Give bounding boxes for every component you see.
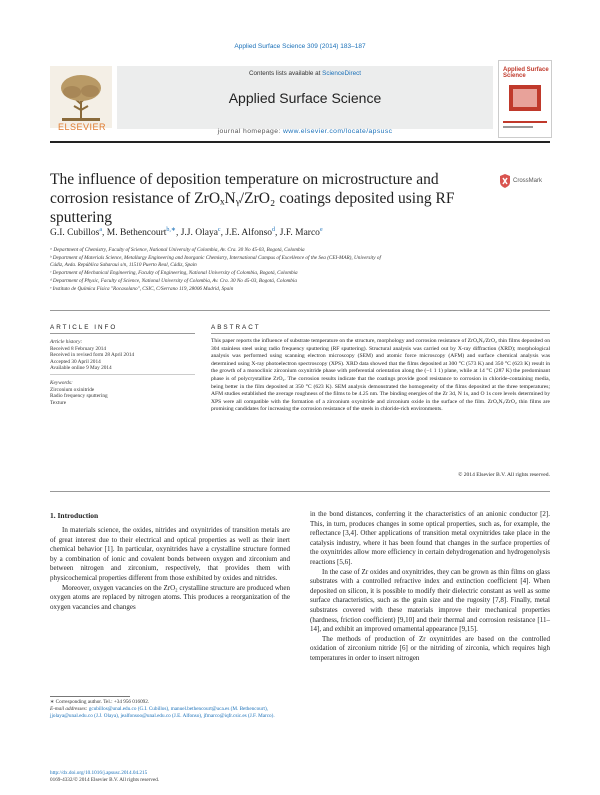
affiliation: ᵇ Department of Materials Science, Metallurgy Engineering and Inorganic Chemistry, International Campus of Excellence of the Sea (CEI-MAR), University of <box>50 255 381 261</box>
doi-block <box>50 770 350 784</box>
body-paragraph: In materials science, the oxides, nitrides and oxynitrides of transition metals are of great interest due to their electrical and optical properties as well as their inert chemical behavior [1]. In particular, oxynitrides have a crystalline structure formed by a combination of ionic and covalent bonds between oxygen and zirconium and between nitrogen and zirconium, respectively, that provides them with physicochemical properties different from those exhibited by oxides and nitrides. <box>50 526 290 582</box>
history-item: Available online 9 May 2014 <box>50 365 112 372</box>
author[interactable]: J.J. Olaya$^c$ <box>180 227 221 239</box>
abstract-text: This paper reports the influence of substrate temperature on the structure, morphology and corrosion resistance of ZrOₓNᵧ/ZrO₂ thin films deposited on 304 stainless steel using radio frequency sputtering (RF sputtering). Structural analysis was carried out by X-ray diffraction (XRD); morphological analysis was performed using scanning electron microscopy (SEM) and atomic force microscopy (AFM) and surface chemical analysis was determined using X-ray photoelectron spectroscopy (XPS). XRD data showed that the films deposited at 300 °C (573 K) and 350 °C (623 K) result in the growth of a monoclinic zirconium oxynitride phase with preferential orientation along the (−1 1 1) plane, while at 14 °C (287 K) the predominant phase is of polycrystalline ZrO₂. The corrosion results indicate that the coatings provide good resistance to corrosion in chloride-containing media, being better in the film deposited at 350 °C (623 K). SEM analysis demonstrated the homogeneity of the films deposited at the three temperatures; AFM studies established the average roughness of the films to be 4.25 nm. The binding energies of the Zr 3d, N 1s, and O 1s core levels determined by XPS were all compatible with the formation of a zirconium oxynitride and zirconium oxide in the surface of the film. ZrOₓNᵧ/ZrO₂ thin films are promising candidates for increasing the corrosion resistance of the steels in chloride-rich environments. <box>211 338 550 413</box>
history-item: Accepted 30 April 2014 <box>50 358 101 365</box>
corresponding-author-footnote <box>50 699 290 720</box>
keyword: Zirconium oxinitride <box>50 386 95 393</box>
journal-reference[interactable]: Applied Surface Science 309 (2014) 183–187 <box>234 43 366 50</box>
keywords-label: Keywords: <box>50 380 73 386</box>
history-item: Received in revised form 28 April 2014 <box>50 352 135 359</box>
body-paragraph: In the case of Zr oxides and oxynitrides, they can be grown as thin films on glass substrates with a controlled refractive index and extinction coefficient [4]. When deposited on silicon, it is possible to modify their dielectric constant as well as some surface characteristics, such as the grain size and the rugosity [7,8]. Finally, metal substrates covered with these materials improve their mechanical properties (hardness, friction coefficient) [9,10] and their thermal and corrosion resistance [11–14], and exhibit an improved ornamental appearance [9,15]. <box>310 567 550 634</box>
author[interactable]: M. Bethencourt$^{b,∗}$ <box>106 227 176 239</box>
article-history <box>50 339 195 372</box>
email-label: E-mail addresses: <box>50 706 88 712</box>
author[interactable]: J.E. Alfonso$^d$ <box>225 227 276 239</box>
cover-image <box>499 61 551 137</box>
info-divider <box>50 374 195 375</box>
footnote-rule <box>50 696 130 697</box>
body-rule <box>50 491 550 492</box>
author[interactable]: J.F. Marco$^e$ <box>279 227 323 239</box>
body-paragraph: Moreover, oxygen vacancies on the ZrO₂ crystalline structure are produced when oxygen atoms are replaced by nitrogen atoms. This produces a reorganization of the oxygen vacancies and changes <box>50 583 290 611</box>
section-heading-introduction: 1. Introduction <box>50 511 99 520</box>
affiliation: ᵉ Instituto de Química Física "Rocasolano", CSIC, C/Serrano 119, 28006 Madrid, Spain <box>50 286 234 292</box>
author-list: G.I. Cubillos$^a$, M. Bethencourt$^{b,∗}$, J.J. Olaya$^c$, J.E. Alfonso$^d$, J.F. Marco$^e$ <box>50 227 323 239</box>
abstract-copyright: © 2014 Elsevier B.V. All rights reserved. <box>458 472 550 478</box>
publisher-wordmark: ELSEVIER <box>57 122 107 132</box>
homepage-link[interactable]: www.elsevier.com/locate/apsusc <box>282 128 393 135</box>
contents-line <box>117 70 493 77</box>
sciencedirect-link[interactable]: ScienceDirect <box>322 70 361 77</box>
keywords-block <box>50 380 195 406</box>
abstract-heading: ABSTRACT <box>211 324 261 331</box>
author-emails[interactable]: gcubillos@unal.edu.co (G.I. Cubillos), manuel.bethencourt@uca.es (M. Bethencourt), jjolaya@unal.edu.co (J.J. Olaya), jealfonsoo@unal.edu.co (J.E. Alfonso), jfmarco@iqfr.csic.es (J.F. Marco). <box>50 706 275 719</box>
affiliation-rule <box>50 310 550 311</box>
affiliation: ᵃ Department of Chemistry, Faculty of Science, National University of Colombia, Av. Cra. 30 No 45-03, Bogotá, Colombia <box>50 247 305 253</box>
history-label: Article history: <box>50 339 83 345</box>
affiliation: Cádiz, Avda. República Saharaui s/n, 11510 Puerto Real, Cádiz, Spain <box>50 262 197 268</box>
elsevier-tree-logo <box>50 66 112 128</box>
keyword: Radio frequency sputtering <box>50 393 108 400</box>
article-info-heading: ARTICLE INFO <box>50 324 118 331</box>
contents-prefix: Contents lists available at <box>248 70 323 77</box>
history-item: Received 8 February 2014 <box>50 345 107 352</box>
affiliation: ᵈ Department of Physic, Faculty of Science, National University of Colombia, Av. Cra. 30 No 45-03, Bogotá, Colombia <box>50 278 297 284</box>
header-rule <box>50 141 550 143</box>
corresponding-author: ∗ Corresponding author. Tel.: +34 956 016092. <box>50 699 150 705</box>
journal-homepage <box>117 128 493 135</box>
article-title: The influence of deposition temperature on microstructure and corrosion resistance of ZrOₓNᵧ/ZrO₂ coatings deposited using RF sputtering <box>50 171 455 226</box>
body-paragraph: The methods of production of Zr oxynitrides are based on the controlled oxidation of zirconium nitride [6] or the nitriding of zirconia, which requires high temperatures in order to insert nitrogen <box>310 634 550 662</box>
body-column-left <box>50 526 290 612</box>
issn-line: 0169-4332/© 2014 Elsevier B.V. All rights reserved. <box>50 777 160 783</box>
article-info-rule <box>50 333 195 334</box>
body-paragraph: in the bond distances, conferring it the characteristics of an anionic conductor [2]. This, in turn, produces changes in some optical properties, such as, for example, the reflectance [3,4]. Other applications of transition metal oxynitrides take place in the catalysis industry, where it has been found that changes in the surface properties of the oxynitrides allow more efficiency in certain dehydrogenation and hydrogenolysis reactions [5,6]. <box>310 510 550 566</box>
journal-title: Applied Surface Science <box>228 90 382 106</box>
homepage-label: journal homepage: <box>217 128 283 135</box>
body-column-right <box>310 510 550 664</box>
crossmark-badge[interactable] <box>499 173 559 193</box>
crossmark-label: CrossMark <box>513 178 543 184</box>
author[interactable]: G.I. Cubillos$^a$ <box>50 227 103 239</box>
journal-cover-thumbnail[interactable] <box>498 60 552 138</box>
keyword: Texture <box>50 399 67 406</box>
crossmark-icon <box>499 173 511 189</box>
affiliation: ᶜ Department of Mechanical Engineering, Faculty of Engineering, National University of Colombia, Bogotá, Colombia <box>50 270 298 276</box>
cover-title: Applied Surface Science <box>503 67 549 79</box>
abstract-rule <box>211 333 550 334</box>
doi-link[interactable]: http://dx.doi.org/10.1016/j.apsusc.2014.04.215 <box>50 770 148 776</box>
